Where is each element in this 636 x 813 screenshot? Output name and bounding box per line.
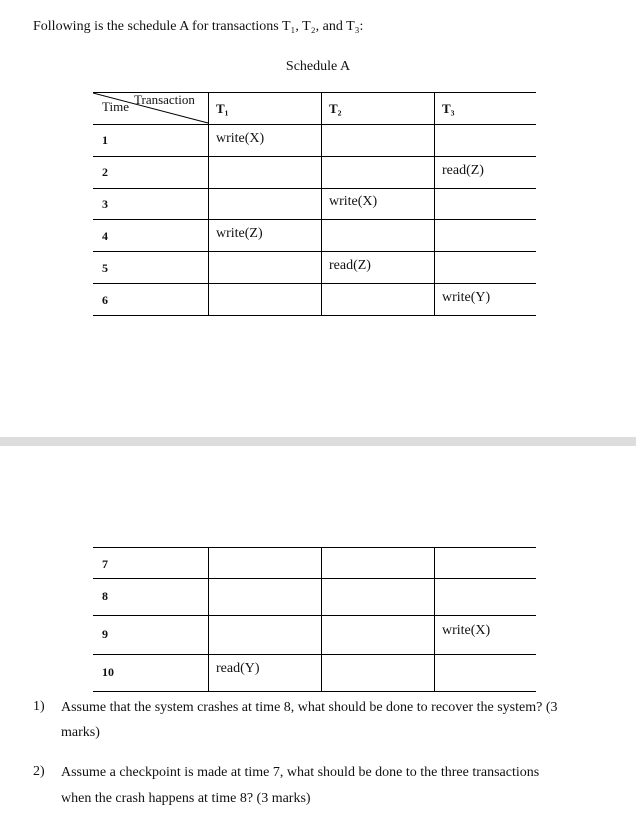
question-text-line: when the crash happens at time 8? (3 marks): [61, 791, 311, 806]
column-divider: [434, 547, 435, 691]
table-rule: [93, 283, 536, 284]
header-time-label: Time: [102, 99, 129, 114]
table-rule: [93, 547, 536, 548]
header-t3: T₃: [442, 101, 455, 116]
header-transaction-label: Transaction: [134, 92, 195, 107]
t3-cell: read(Z): [442, 163, 484, 178]
table-rule: [93, 219, 536, 220]
time-cell: 1: [102, 133, 108, 147]
page-break: [0, 437, 636, 446]
question-number: 2): [33, 764, 45, 779]
question-text-line: Assume that the system crashes at time 8, what should be done to recover the system? (3: [61, 700, 558, 715]
column-divider: [321, 547, 322, 691]
schedule-title: Schedule A: [285, 59, 351, 74]
header-t2: T₂: [329, 101, 342, 116]
t1-cell: write(Z): [216, 226, 263, 241]
time-cell: 7: [102, 557, 108, 571]
question-text-line: Assume a checkpoint is made at time 7, what should be done to the three transactions: [61, 765, 540, 780]
time-cell: 9: [102, 627, 108, 641]
time-cell: 5: [102, 261, 108, 275]
t1-cell: read(Y): [216, 661, 260, 676]
table-rule: [93, 188, 536, 189]
t3-cell: write(X): [442, 623, 491, 638]
time-cell: 10: [102, 665, 114, 679]
time-cell: 4: [102, 229, 108, 243]
table-rule: [93, 315, 536, 316]
t1-cell: write(X): [216, 131, 265, 146]
table-rule: [93, 615, 536, 616]
question-text-line: marks): [61, 725, 100, 740]
table-rule: [93, 251, 536, 252]
question-number: 1): [33, 699, 45, 714]
t2-cell: read(Z): [329, 258, 371, 273]
t2-cell: write(X): [329, 194, 378, 209]
column-divider: [434, 92, 435, 315]
table-rule: [93, 654, 536, 655]
time-cell: 3: [102, 197, 108, 211]
column-divider: [208, 547, 209, 691]
column-divider: [208, 92, 209, 315]
table-rule: [93, 578, 536, 579]
table-rule: [93, 156, 536, 157]
time-cell: 8: [102, 589, 108, 603]
intro-text: Following is the schedule A for transactions T₁, T₂, and T₃:: [33, 19, 364, 34]
time-cell: 6: [102, 293, 108, 307]
t3-cell: write(Y): [442, 290, 491, 305]
column-divider: [321, 92, 322, 315]
table-rule: [93, 691, 536, 692]
time-cell: 2: [102, 165, 108, 179]
header-t1: T₁: [216, 101, 229, 116]
